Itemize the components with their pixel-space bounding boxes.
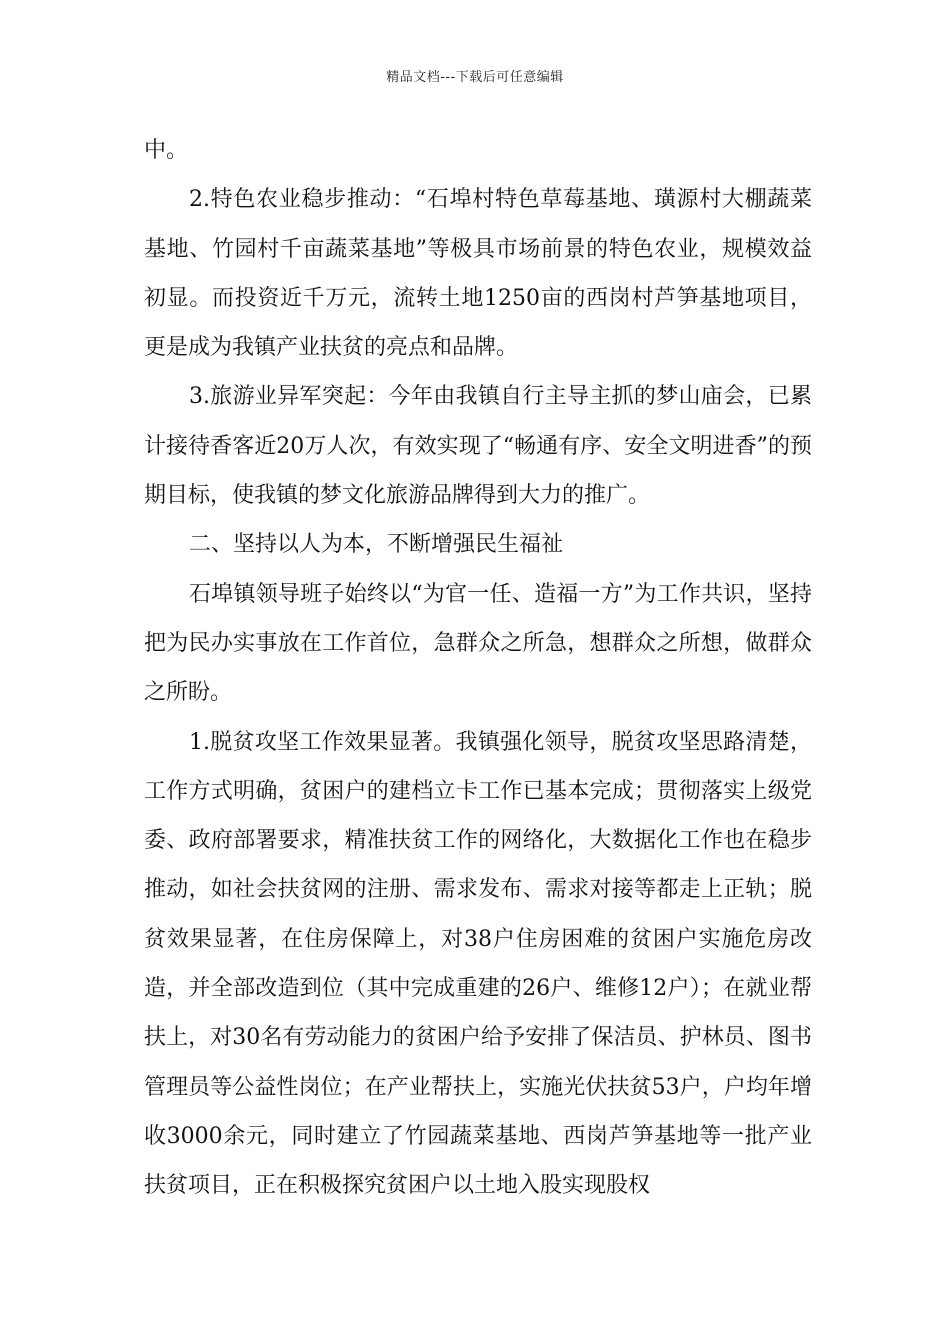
paragraph-continuation: 中。: [144, 138, 189, 163]
page-header: 精品文档---下载后可任意编辑: [386, 70, 564, 85]
paragraph-poverty-alleviation: 1.脱贫攻坚工作效果显著。我镇强化领导，脱贫攻坚思路清楚，工作方式明确，贫困户的建档立卡工作已基本完成；贯彻落实上级党委、政府部署要求，精准扶贫工作的网络化，大数据化工作也在稳步推动，如社会扶贫网的注册、需求发布、需求对接等都走上正轨；脱贫效果显著，在住房保障上，对38户住房困难的贫困户实施危房改造，并全部改造到位（其中完成重建的26户、维修12户）；在就业帮扶上，对30名有劳动能力的贫困户给予安排了保洁员、护林员、图书管理员等公益性岗位；在产业帮扶上，实施光伏扶贫53户，户均年增收3000余元，同时建立了竹园蔬菜基地、西岗芦笋基地等一批产业扶贫项目，正在积极探究贫困户以土地入股实现股权: [144, 729, 812, 1199]
paragraph-agriculture: 2.特色农业稳步推动：“石埠村特色草莓基地、璜源村大棚蔬菜基地、竹园村千亩蔬菜基地”等极具市场前景的特色农业，规模效益初显。而投资近千万元，流转土地1250亩的西岗村芦笋基地项目，更是成为我镇产业扶贫的亮点和品牌。: [144, 187, 812, 361]
paragraph-leadership: 石埠镇领导班子始终以“为官一任、造福一方”为工作共识，坚持把为民办实事放在工作首位，急群众之所急，想群众之所想，做群众之所盼。: [144, 581, 812, 706]
section-heading: 二、坚持以人为本，不断增强民生福祉: [189, 532, 564, 558]
paragraph-tourism: 3.旅游业异军突起：今年由我镇自行主导主抓的梦山庙会，已累计接待香客近20万人次，有效实现了“畅通有序、安全文明进香”的预期目标，使我镇的梦文化旅游品牌得到大力的推广。: [144, 384, 812, 509]
document-body: [144, 126, 812, 1211]
